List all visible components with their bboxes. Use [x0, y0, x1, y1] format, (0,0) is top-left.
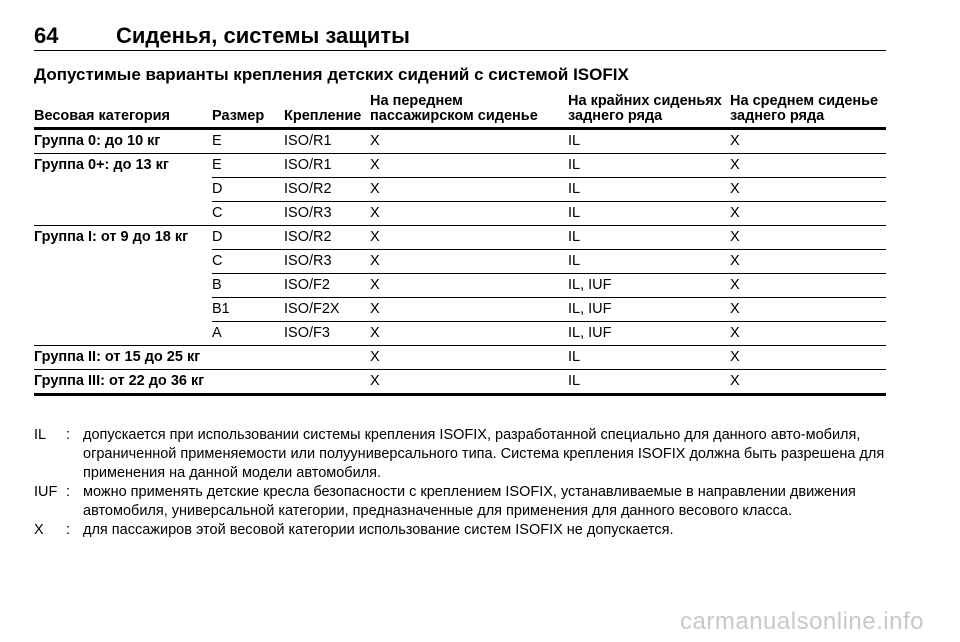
cell-mounting: ISO/R1 [284, 133, 332, 149]
cell-weight-category: Группа 0: до 10 кг [34, 133, 161, 149]
cell-weight-category: Группа II: от 15 до 25 кг [34, 346, 370, 370]
cell-front-seat: X [370, 370, 568, 395]
footnote-colon: : [66, 522, 71, 538]
cell-size: B [212, 274, 284, 298]
cell-rear-outer: IL [568, 346, 730, 370]
footnote-colon: : [66, 484, 71, 500]
cell-front-seat: X [370, 226, 568, 250]
page-number: 64 [34, 23, 59, 48]
cell-mounting: ISO/R2 [284, 226, 370, 250]
cell-size: D [212, 178, 284, 202]
cell-size: C [212, 250, 284, 274]
cell-mounting: ISO/R2 [284, 178, 370, 202]
cell-mounting: ISO/R1 [284, 154, 370, 178]
cell-rear-outer: IL [568, 250, 730, 274]
cell-weight-category [34, 298, 212, 322]
header-front-passenger-seat: На переднем пассажирском сиденье [370, 94, 568, 129]
cell-rear-outer: IL [568, 178, 730, 202]
cell-mounting: ISO/F2X [284, 298, 370, 322]
cell-size: A [212, 322, 284, 346]
cell-weight-category [34, 250, 212, 274]
cell-size: D [212, 226, 284, 250]
cell-rear-outer: IL [568, 370, 730, 395]
cell-rear-outer: IL [568, 226, 730, 250]
table-header-row [34, 94, 886, 129]
cell-front-seat: X [370, 322, 568, 346]
cell-weight-category: Группа I: от 9 до 18 кг [34, 226, 212, 250]
cell-rear-center: X [730, 346, 886, 370]
cell-rear-center: X [730, 298, 886, 322]
header-rear-outer-seats: На крайних сиденьях заднего ряда [568, 94, 730, 129]
table-row [34, 322, 886, 346]
cell-rear-center: X [730, 202, 886, 226]
cell-weight-category [34, 178, 212, 202]
header-size: Размер [212, 94, 284, 129]
section-title: Допустимые варианты крепления детских сидений с системой ISOFIX [34, 65, 629, 84]
cell-weight-category [34, 274, 212, 298]
table-row [34, 202, 886, 226]
footnote-abbr: X [34, 522, 44, 538]
cell-rear-outer: IL [568, 202, 730, 226]
cell-size: E [212, 133, 222, 149]
cell-front-seat: X [370, 298, 568, 322]
cell-rear-center: X [730, 274, 886, 298]
cell-front-seat: X [370, 250, 568, 274]
cell-rear-center: X [730, 178, 886, 202]
footnote-abbr: IUF [34, 484, 58, 500]
cell-size: E [212, 154, 284, 178]
cell-front-seat: X [370, 133, 380, 149]
page-header [34, 22, 886, 51]
cell-weight-category [34, 322, 212, 346]
cell-rear-outer: IL, IUF [568, 274, 730, 298]
cell-mounting: ISO/F2 [284, 274, 370, 298]
table-row [34, 129, 886, 154]
watermark: carmanualsonline.info [680, 608, 924, 635]
cell-mounting: ISO/R3 [284, 202, 370, 226]
footnote-abbr: IL [34, 427, 47, 443]
cell-rear-outer: IL [568, 154, 730, 178]
cell-mounting: ISO/F3 [284, 322, 370, 346]
cell-rear-center: X [730, 154, 886, 178]
cell-weight-category: Группа III: от 22 до 36 кг [34, 370, 370, 395]
cell-front-seat: X [370, 154, 568, 178]
footnotes [34, 426, 890, 540]
cell-size: C [212, 202, 284, 226]
table-row [34, 346, 886, 370]
table-row [34, 274, 886, 298]
footnote-text: можно применять детские кресла безопасности с креплением ISOFIX, устанавливаемые в направлении движения автомобиля, универсальной категории, предназначенные для применения для данного весового класса. [83, 484, 856, 519]
footnote-text: для пассажиров этой весовой категории использование систем ISOFIX не допускается. [83, 522, 674, 538]
isofix-table [34, 94, 886, 396]
cell-front-seat: X [370, 346, 568, 370]
footnote-text: допускается при использовании системы крепления ISOFIX, разработанной специально для данного авто-мобиля, ограниченной применяемости или полууниверсального типа. Система крепления ISOFIX должна быть разрешена для применения на данной модели автомобиля. [83, 427, 885, 481]
cell-rear-center: X [730, 322, 886, 346]
cell-mounting: ISO/R3 [284, 250, 370, 274]
footnote-colon: : [66, 427, 71, 443]
cell-rear-center: X [730, 250, 886, 274]
cell-front-seat: X [370, 202, 568, 226]
cell-rear-outer: IL, IUF [568, 298, 730, 322]
header-mounting: Крепление [284, 94, 370, 129]
footnote-iuf [34, 483, 890, 521]
cell-rear-center: X [730, 226, 886, 250]
table-row [34, 370, 886, 395]
table-row [34, 226, 886, 250]
cell-size: B1 [212, 298, 284, 322]
header-rear-center-seat: На среднем сиденье заднего ряда [730, 94, 886, 129]
header-weight-category: Весовая категория [34, 94, 212, 129]
cell-rear-center: X [730, 370, 886, 395]
cell-front-seat: X [370, 274, 568, 298]
table-row [34, 178, 886, 202]
table-row [34, 298, 886, 322]
cell-weight-category: Группа 0+: до 13 кг [34, 154, 212, 178]
page-title: Сиденья, системы защиты [116, 23, 410, 48]
cell-weight-category [34, 202, 212, 226]
cell-front-seat: X [370, 178, 568, 202]
footnote-x [34, 521, 890, 540]
cell-rear-outer: IL, IUF [568, 322, 730, 346]
cell-rear-center: X [730, 133, 740, 149]
footnote-il [34, 426, 890, 483]
table-row [34, 154, 886, 178]
cell-rear-outer: IL [568, 133, 581, 149]
table-row [34, 250, 886, 274]
